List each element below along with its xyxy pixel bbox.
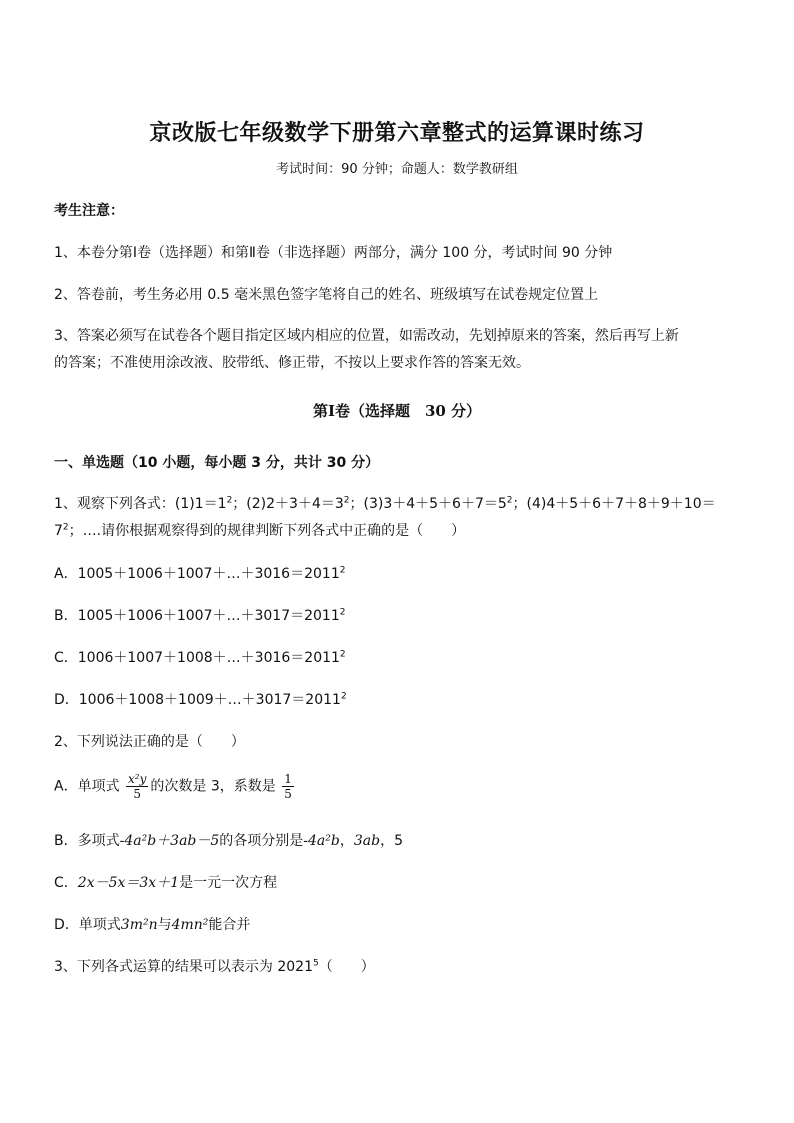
q1-option-a-sup: 2 [339, 565, 346, 576]
q2-option-a-text-2: 的次数是 3，系数是 [150, 778, 276, 795]
equation-expression: 2x－5x＝3x＋1 [77, 875, 180, 891]
q2-option-c-text-2: 是一元一次方程 [179, 875, 278, 891]
q2-option-b-text-2: 的各项分别是 [219, 833, 304, 849]
part-title: 第Ⅰ卷（选择题 30 分） [312, 402, 482, 420]
q1-option-b-sup: 2 [339, 607, 346, 618]
question-2-option-b [54, 830, 754, 850]
question-2-option-a [54, 772, 754, 801]
q1-option-d-sup: 2 [340, 691, 347, 702]
question-3-stem [54, 956, 754, 976]
q1-sup-d: 2 [62, 522, 69, 533]
question-2-option-d [54, 914, 754, 934]
q1-text-a: 1、观察下列各式：(1)1＝1 [54, 496, 227, 512]
notice-heading: 考生注意： [54, 203, 124, 219]
question-2-option-c [54, 872, 754, 892]
notice-item-3-line-1: 3、答案必须写在试卷各个题目指定区域内相应的位置，如需改动，先划掉原来的答案，然后再写上新 [54, 328, 679, 344]
fraction-numerator: 1 [284, 772, 292, 786]
q3-sup: 5 [313, 958, 319, 969]
fraction-numerator: x²y [128, 772, 147, 786]
q3-text-a: 3、下列各式运算的结果可以表示为 2021 [54, 959, 313, 975]
q1-sup-a: 2 [226, 495, 233, 506]
section-heading: 一、单选题（10 小题，每小题 3 分，共计 30 分） [54, 455, 380, 471]
q1-sup-c: 2 [506, 495, 513, 506]
monomial-1: 3m²n [120, 917, 158, 933]
fraction-denominator: 5 [133, 787, 142, 801]
q1-option-b-text: B．1005＋1006＋1007＋…＋3017＝2011 [54, 608, 340, 624]
question-1-stem-line-1 [54, 493, 754, 513]
q1-text-c: ；(3)3＋4＋5＋6＋7＝5 [349, 496, 507, 512]
q2-option-b-text-4: ，5 [380, 833, 403, 849]
q2-option-d-text-2: 与 [157, 917, 172, 933]
fraction-x2y-over-5 [126, 772, 148, 801]
q2-option-c-text-1: C． [54, 875, 78, 891]
term-1: -4a²b [303, 833, 340, 849]
q2-option-a-text-1: A．单项式 [54, 778, 120, 795]
q2-option-d-text-3: 能合并 [208, 917, 251, 933]
q2-option-b-text-3: ， [339, 833, 354, 849]
fraction-1-over-5 [282, 772, 294, 801]
polynomial-expression: -4a²b＋3ab－5 [119, 833, 220, 849]
question-2-stem: 2、下列说法正确的是（ ） [54, 734, 245, 750]
notice-item-3-line-2: 的答案；不准使用涂改液、胶带纸、修正带，不按以上要求作答的答案无效。 [54, 355, 530, 371]
notice-item-2: 2、答卷前，考生务必用 0.5 毫米黑色签字笔将自己的姓名、班级填写在试卷规定位置上 [54, 287, 599, 303]
q2-option-b-text-1: B．多项式 [54, 833, 120, 849]
question-1-option-c [54, 647, 754, 667]
q1-option-c-text: C．1006＋1007＋1008＋…＋3016＝2011 [54, 650, 340, 666]
q1-text-f: ；….请你根据观察得到的规律判断下列各式中正确的是（ ） [68, 523, 466, 539]
notice-item-1: 1、本卷分第Ⅰ卷（选择题）和第Ⅱ卷（非选择题）两部分，满分 100 分，考试时间 90 分钟 [54, 245, 613, 261]
monomial-2: 4mn² [171, 917, 209, 933]
q2-option-d-text-1: D．单项式 [54, 917, 121, 933]
q1-text-e: 7 [54, 523, 63, 539]
fraction-denominator: 5 [284, 787, 292, 801]
q1-sup-b: 2 [343, 495, 350, 506]
q3-text-b: （ ） [318, 959, 375, 975]
exam-info: 考试时间：90 分钟；命题人：数学教研组 [276, 162, 518, 177]
q1-option-a-text: A．1005＋1006＋1007＋…＋3016＝2011 [54, 566, 340, 582]
q1-option-d-text: D．1006＋1008＋1009＋…＋3017＝2011 [54, 692, 341, 708]
question-1-option-a [54, 563, 754, 583]
q1-option-c-sup: 2 [339, 649, 346, 660]
page-title: 京改版七年级数学下册第六章整式的运算课时练习 [149, 120, 645, 146]
question-1-stem-line-2 [54, 520, 754, 540]
term-2: 3ab [353, 833, 381, 849]
q1-text-d: ；(4)4＋5＋6＋7＋8＋9＋10＝ [512, 496, 716, 512]
question-1-option-d [54, 689, 754, 709]
question-1-option-b [54, 605, 754, 625]
q1-text-b: ；(2)2＋3＋4＝3 [232, 496, 344, 512]
